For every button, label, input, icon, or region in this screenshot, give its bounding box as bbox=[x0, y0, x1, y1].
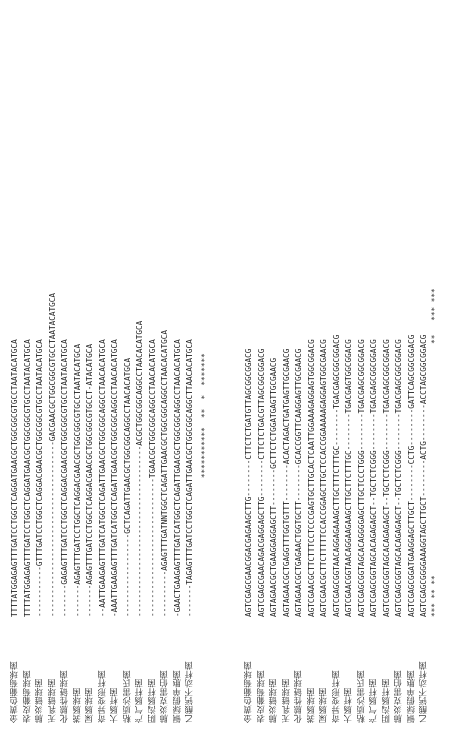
sequence-row: ----------AGAGTTTGATNNTGGCTCAGATTGAACGCTGGCGGCAGGCCTAACACATGCA bbox=[160, 330, 169, 617]
species-label: 奇异变形杆菌 bbox=[331, 670, 342, 723]
species-label: 乙酸钙不动杆菌 bbox=[419, 661, 429, 723]
sequence-row: AGTCGAGCGGTAGCACAGGGGAGCTTGCTCCCTGGG--------TGACGAGCGGCGGACG bbox=[356, 339, 366, 617]
species-label: 粘质沙雷氏菌 bbox=[122, 670, 133, 723]
species-label: 产气肠杆菌 bbox=[135, 679, 145, 723]
species-label: 乙酸钙不动杆菌 bbox=[185, 661, 195, 723]
species-label: 粪肠球菌 bbox=[72, 687, 83, 723]
sequence-row: -----------GTTTGATCCTGGCTCAGGACGAACGCTGGCGGCGTGCCTAATACATGCA bbox=[35, 339, 44, 617]
species-label: 肺炎克雷伯菌 bbox=[394, 670, 404, 723]
species-label: 粪肠球菌 bbox=[306, 687, 317, 723]
consensus-row: *** ** ** ** *** *** bbox=[430, 288, 439, 617]
species-label: 屎肠球菌 bbox=[319, 687, 329, 723]
species-label: 奇异变形杆菌 bbox=[97, 670, 108, 723]
sequence-row: AGTCGAGCGGATGAAGGAGCTTGCT--------CCTG--------GATTCAGCGGCGGACG bbox=[406, 334, 416, 617]
sequence-row: --AATTGAAGAGTTTGATCATGGCTCAGATTGAACGCTGGCGGCAGGCCTAACACATGCA bbox=[97, 339, 107, 617]
sequence-row: AGTCGAGCGAACAGACGAGGAGCTTG--------CTTCTCTGACGTTAGCGGCGGACG bbox=[256, 348, 266, 617]
sequence-row: -------TAGAGTTTGATCCTGGCTCAGATTGAACGCTGGCGGCAGGCTTAACACATGCA bbox=[185, 339, 194, 617]
consensus-row: *********** ** * ******* bbox=[200, 353, 209, 617]
species-label: 粘质沙雷氏菌 bbox=[356, 670, 367, 723]
sequence-row: ------------------GCTCAGATTGAACGCTGGCGGCAGGCCTAACACATGCA bbox=[122, 357, 132, 617]
species-label: 铜绿假单胞菌 bbox=[406, 670, 417, 723]
species-label: 产气肠杆菌 bbox=[369, 679, 379, 723]
species-label: 阴沟肠杆菌 bbox=[147, 679, 158, 723]
sequence-row: AGTCGAGCGGTAACAGGAGAAAGCTTGCTTTCTTTGC--------TGACGAGCGGCGGACG bbox=[331, 334, 341, 617]
sequence-row: AGTAGAACGCTGAGGTTTGGTGTTT--------ACACTAGACTGATGAGTTGCGAACG bbox=[281, 348, 291, 617]
sequence-row: TTTTATGGAGAGTTTGATCCTGGCTCAGGATGAACGCTGGCGGCGTGCCTAATACATGCA bbox=[22, 339, 32, 617]
sequence-row: ------------------------------TGAACGCTGGCGGCAGGCCTAACACATGCA bbox=[147, 339, 157, 617]
sequence-row: AGTAGAACGCTGAAGGAGGAGCTT--------GCTTCTCTGGATGAGTTGCGAACG bbox=[269, 357, 278, 617]
species-label: 屎肠球菌 bbox=[85, 687, 95, 723]
sequence-row: AGTCGAACGCTTCTTTTTCCACCGGAGCTTGCTCCACCGGAAAAAGAGGAGTGGCGAACG bbox=[319, 339, 328, 617]
species-label: 阴沟肠杆菌 bbox=[381, 679, 392, 723]
sequence-row: -AAATTGAAGAGTTTGATCATGGCTCAGATTGAACGCTGGCGGCAGGCCTAACACATGCA bbox=[110, 339, 119, 617]
sequence-row: AGTCGAGCGGGGAAAGGTAGCTTGCT--------ACTG--------ACCTAGCGGCGGACG bbox=[419, 334, 428, 617]
sequence-row: AGTCGAGCGGTAGCACAGAGAGCT--TGCTCTCGGG--------TGACGAGCGGCGGACG bbox=[394, 339, 403, 617]
sequence-row: AGTCGAGCGGTAGCACAGAGAGCT--TGCTCTCGGG--------TGACGAGCGGCGGACG bbox=[369, 339, 378, 617]
sequence-row: AGTCGAACGCTTCTTTCCTCCCGAGTGCTTGCACTCAATTGGAAAGAGGAGTGGCGGACG bbox=[306, 339, 316, 617]
species-label: 无乳链球菌 bbox=[281, 679, 292, 723]
species-label: 大肠杆菌 bbox=[110, 687, 120, 723]
sequence-row: AGTAGAACGCTGAGAACTGGTGCTT--------GCACCGGTTCAAGGAGTTGCGAACG bbox=[294, 348, 303, 617]
species-label: 肺炎链球菌 bbox=[35, 679, 45, 723]
species-label: 化脓性链球菌 bbox=[60, 670, 70, 723]
sequence-row: --------------------------------------GACGAACGCTGGCGGCGTGCCTAATACATGCA bbox=[47, 293, 57, 617]
species-label: 铜绿假单胞菌 bbox=[172, 670, 183, 723]
species-label: 肺炎链球菌 bbox=[269, 679, 279, 723]
sequence-row: -------GAGAGTTTGATCCTGGCTCAGGACGAACGCTGGCGGCGTGCCTAATACATGCA bbox=[60, 339, 69, 617]
sequence-row: -------------------------------------ACGCTGGCGGCAGGCCTAACACATGCA bbox=[135, 320, 144, 617]
sequence-row: -------AGAGTTTGATCCTGGCTCAGGACGAACGCTGGCGGCGTGCCTAATACATGCA bbox=[72, 343, 82, 617]
sequence-row: -GAACTGAAGAGTTTGATCATGGCTCAGATTGAACGCTGGCGGCAGGCCTAACACATGCA bbox=[172, 339, 182, 617]
species-label: 肺炎克雷伯菌 bbox=[160, 670, 170, 723]
species-label: 表皮葡萄球菌 bbox=[22, 670, 33, 723]
sequence-row: AGTCGAACGGTAACAGGAAGAAGCTTGCTTCTTTGC--------TGACGAGTGGCGGACG bbox=[344, 339, 353, 617]
species-label: 化脓性链球菌 bbox=[294, 670, 304, 723]
species-label: 大肠杆菌 bbox=[344, 687, 354, 723]
species-label: 金黄色葡萄球菌 bbox=[10, 661, 20, 723]
species-label: 表皮葡萄球菌 bbox=[256, 670, 267, 723]
species-label: 金黄色葡萄球菌 bbox=[244, 661, 254, 723]
species-label: 无乳链球菌 bbox=[47, 679, 58, 723]
sequence-row: TTTTATGGAGAGTTTGATCCTGGCTCAGGATGAACGCTGGCGGCGTGCCTAATACATGCA bbox=[10, 339, 19, 617]
sequence-row: AGTCGAGCGAACGGACGAGAAGCTTG--------CTTCTCTGATGTTAGCGGCGGACG bbox=[244, 348, 253, 617]
sequence-row: AGTCGAGCGGTAGCACAGAGAGCT--TGCTCTCGGG--------TGACGAGCGGCGGACG bbox=[381, 339, 391, 617]
sequence-row: -------AGAGTTTGATCCTGGCTCAGGACGAACGCTGGCGGCGTGCCT-ATACATGCA bbox=[85, 343, 94, 617]
